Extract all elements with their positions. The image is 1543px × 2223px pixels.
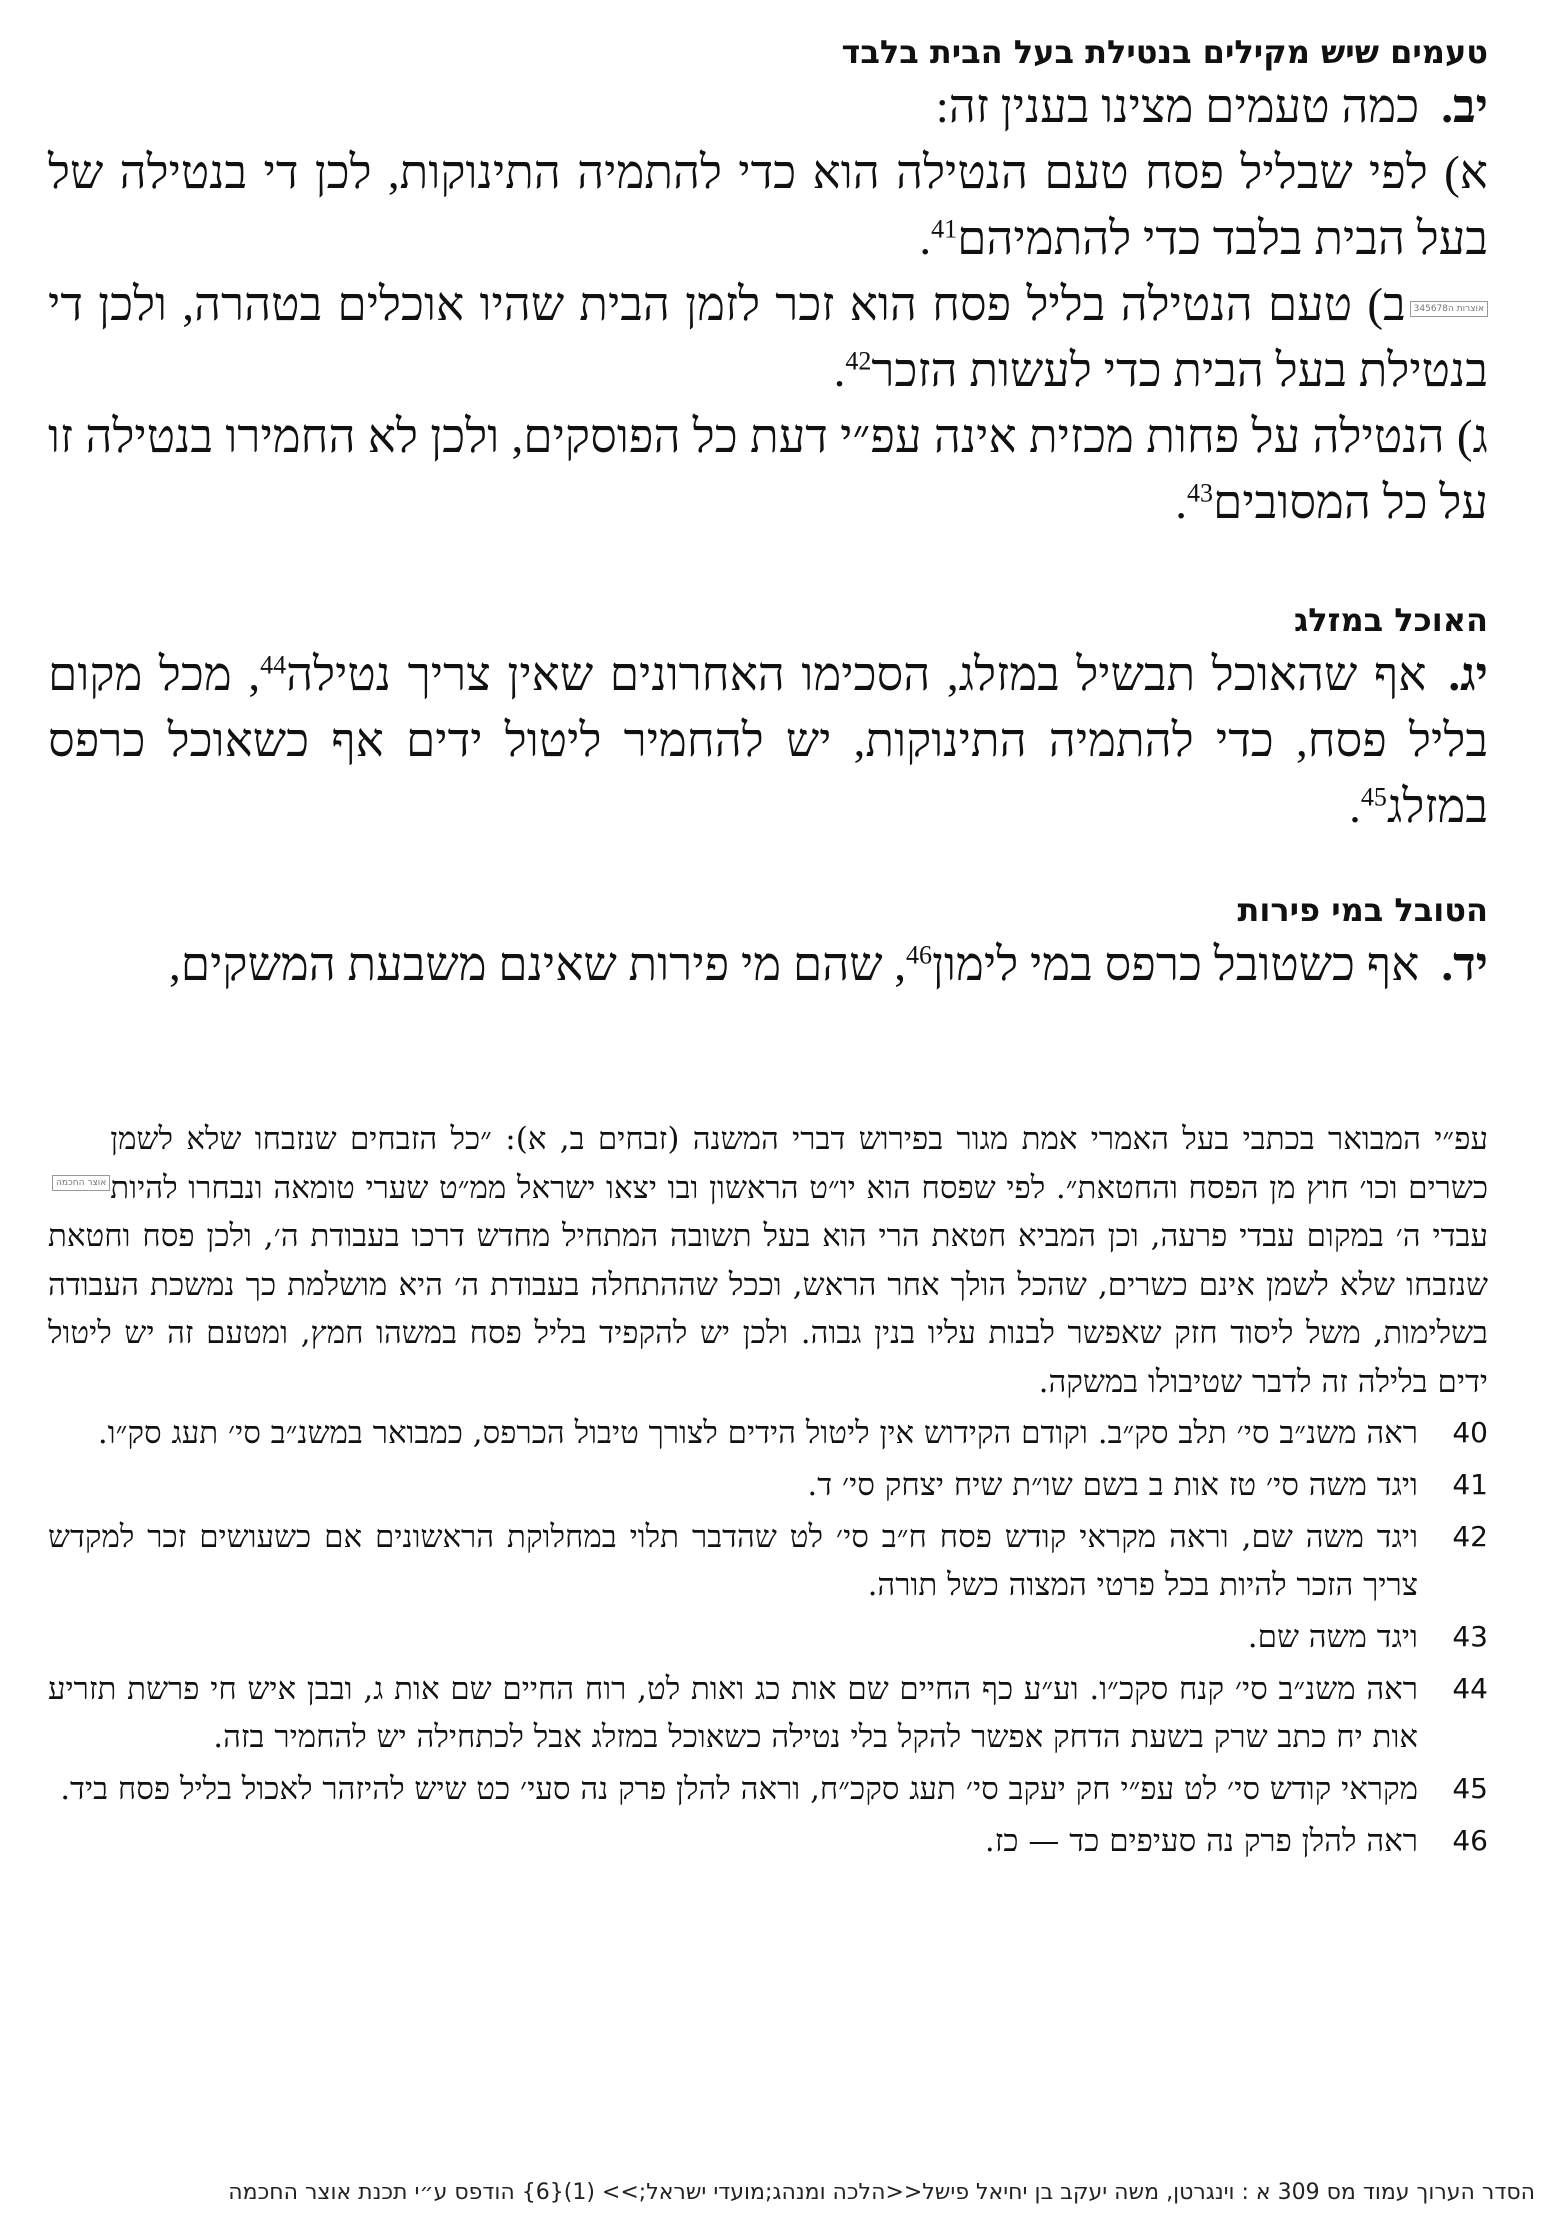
footnote-text: ויגד משה סי׳ טז אות ב בשם שו״ת שיח יצחק סי׳ ד.: [807, 1466, 1418, 1503]
footnote-ref: 46: [906, 940, 933, 970]
footnote-ref: 42: [845, 346, 872, 376]
item-end: .: [833, 345, 846, 397]
footnote-number: 43: [1452, 1619, 1488, 1653]
footnote-text: ראה להלן פרק נה סעיפים כד — כז.: [984, 1822, 1418, 1859]
footnote: [48, 1765, 1488, 1813]
footnote-number: 44: [1452, 1671, 1488, 1705]
footnote-continuation: [48, 1115, 1488, 1407]
footnote-number: 41: [1452, 1467, 1488, 1501]
footnote-number: 45: [1452, 1771, 1488, 1805]
footnote-text: מקראי קודש סי׳ לט עפ״י חק יעקב סי׳ תעג סקכ״ח, וראה להלן פרק נה סעי׳ כט שיש להיזהר לאכול בליל פסח ביד.: [60, 1770, 1418, 1807]
paragraph-text: אף שהאוכל תבשיל במזלג, הסכימו האחרונים שאין צריך נטילה: [286, 649, 1427, 701]
paragraph-text-cont: , מכל מקום בליל פסח, כדי להתמיה התינוקות, יש להחמיר ליטול ידים אף כשאוכל כרפס במזלג: [48, 649, 1488, 833]
paragraph-item-a: [48, 140, 1488, 272]
item-text: א) לפי שבליל פסח טעם הנטילה הוא כדי להתמיה התינוקות, לכן די בנטילה של בעל הבית בלבד כדי להתמיהם: [48, 147, 1488, 265]
section-yd: [48, 888, 1488, 998]
paragraph-body: [48, 932, 1488, 998]
footnote-text: ויגד משה שם, וראה מקראי קודש פסח ח״ב סי׳ לט שהדבר תלוי במחלוקת הראשונים אם כשעושים זכר למקדש צריך הזכר להיות בכל פרטי המצוה כשל תורה.: [48, 1518, 1418, 1603]
footnote-text: ראה משנ״ב סי׳ קנח סקכ״ו. וע״ע כף החיים שם אות כג ואות לט, רוח החיים שם אות ג, ובבן איש חי פרשת תזריע אות יח כתב שרק בשעת הדחק אפשר להקל בלי נטילה כשאוכל במזלג אבל לכתחילה יש להחמיר בזה.: [48, 1670, 1418, 1755]
footnote: [48, 1613, 1488, 1661]
footnote-number: 42: [1452, 1519, 1488, 1553]
footnote: [48, 1817, 1488, 1865]
watermark-stamp: אוצר החכמה: [52, 1175, 110, 1191]
footnote-text: ראה משנ״ב סי׳ תלב סק״ב. וקודם הקידוש אין ליטול הידים לצורך טיבול הכרפס, כמבואר במשנ״ב סי׳ תעג סק״ו.: [97, 1414, 1418, 1451]
paragraph-text-cont: , שהם מי פירות שאינם משבעת המשקים,: [169, 939, 907, 991]
paragraph-number: יד.: [1441, 939, 1488, 991]
footnote-ref: 41: [931, 214, 958, 244]
paragraph-text: כמה טעמים מצינו בענין זה:: [935, 81, 1420, 133]
paragraph-body: [48, 642, 1488, 840]
footnote-number: 46: [1452, 1823, 1488, 1857]
footnotes: [48, 1115, 1488, 1869]
paragraph-intro: [48, 74, 1488, 140]
print-footer: הסדר הערוך עמוד מס 309 א : וינגרטן, משה יעקב בן יחיאל פישל<<הלכה ומנהג;מועדי ישראל;>> (1){6} הודפס ע״י תכנת אוצר החכמה: [228, 2180, 1535, 2205]
paragraph-number: יב.: [1441, 81, 1488, 133]
footnote: [48, 1513, 1488, 1609]
footnote-text: ויגד משה שם.: [1247, 1618, 1418, 1655]
footnote-continuation-text: עפ״י המבואר בכתבי בעל האמרי אמת מגור בפירוש דברי המשנה (זבחים ב, א): ״כל הזבחים שנזבחו שלא לשמן כשרים וכו׳ חוץ מן הפסח והחטאת״. לפי שפסח הוא יו״ט הראשון ובו יצאו ישראל ממ״ט שערי טומאה ונבחרו להיות עבדי ה׳ במקום עבדי פרעה, וכן המביא חטאת הרי הוא בעל תשובה המתחיל מחדש דרכו בעבודת ה׳, ולכן פסח וחטאת שנזבחו שלא לשמן אינם כשרים, שהכל הולך אחר הראש, וככל שההתחלה בעבודת ה׳ היא מושלמת כך נמשכת העבודה בשלימות, משל ליסוד חזק שאפשר לבנות עליו בנין גבוה. ולכן יש להקפיד בליל פסח במשהו חמץ, ומטעם זה יש ליטול ידים בלילה זה לדבר שטיבולו במשקה.: [48, 1121, 1488, 1400]
paragraph-text: אף כשטובל כרפס במי לימון: [932, 939, 1420, 991]
section-yb: [48, 30, 1488, 536]
footnote: [48, 1665, 1488, 1761]
section-heading: האוכל במזלג: [1293, 601, 1488, 639]
section-yg: [48, 598, 1488, 840]
footnote-number: 40: [1452, 1415, 1488, 1449]
footnote: [48, 1461, 1488, 1509]
paragraph-item-c: [48, 404, 1488, 536]
paragraph-end: .: [1349, 781, 1361, 833]
paragraph-item-b: [48, 272, 1488, 404]
item-text: ג) הנטילה על פחות מכזית אינה עפ״י דעת כל הפוסקים, ולכן לא החמירו בנטילה זו על כל המסובים: [48, 411, 1488, 529]
footnote-ref: 45: [1360, 782, 1387, 812]
paragraph-number: יג.: [1448, 649, 1489, 701]
footnote-ref: 44: [260, 650, 287, 680]
watermark-stamp: אוצרות ה345678: [1410, 301, 1488, 317]
section-heading: הטובל במי פירות: [1237, 891, 1488, 929]
section-heading: טעמים שיש מקילים בנטילת בעל הבית בלבד: [841, 33, 1488, 71]
footnote: [48, 1409, 1488, 1457]
footnote-ref: 43: [1186, 478, 1213, 508]
item-end: .: [919, 213, 932, 265]
item-end: .: [1175, 477, 1187, 529]
item-text: ב) טעם הנטילה בליל פסח הוא זכר לזמן הבית שהיו אוכלים בטהרה, ולכן די בנטילת בעל הבית כדי לעשות הזכר: [48, 279, 1488, 397]
